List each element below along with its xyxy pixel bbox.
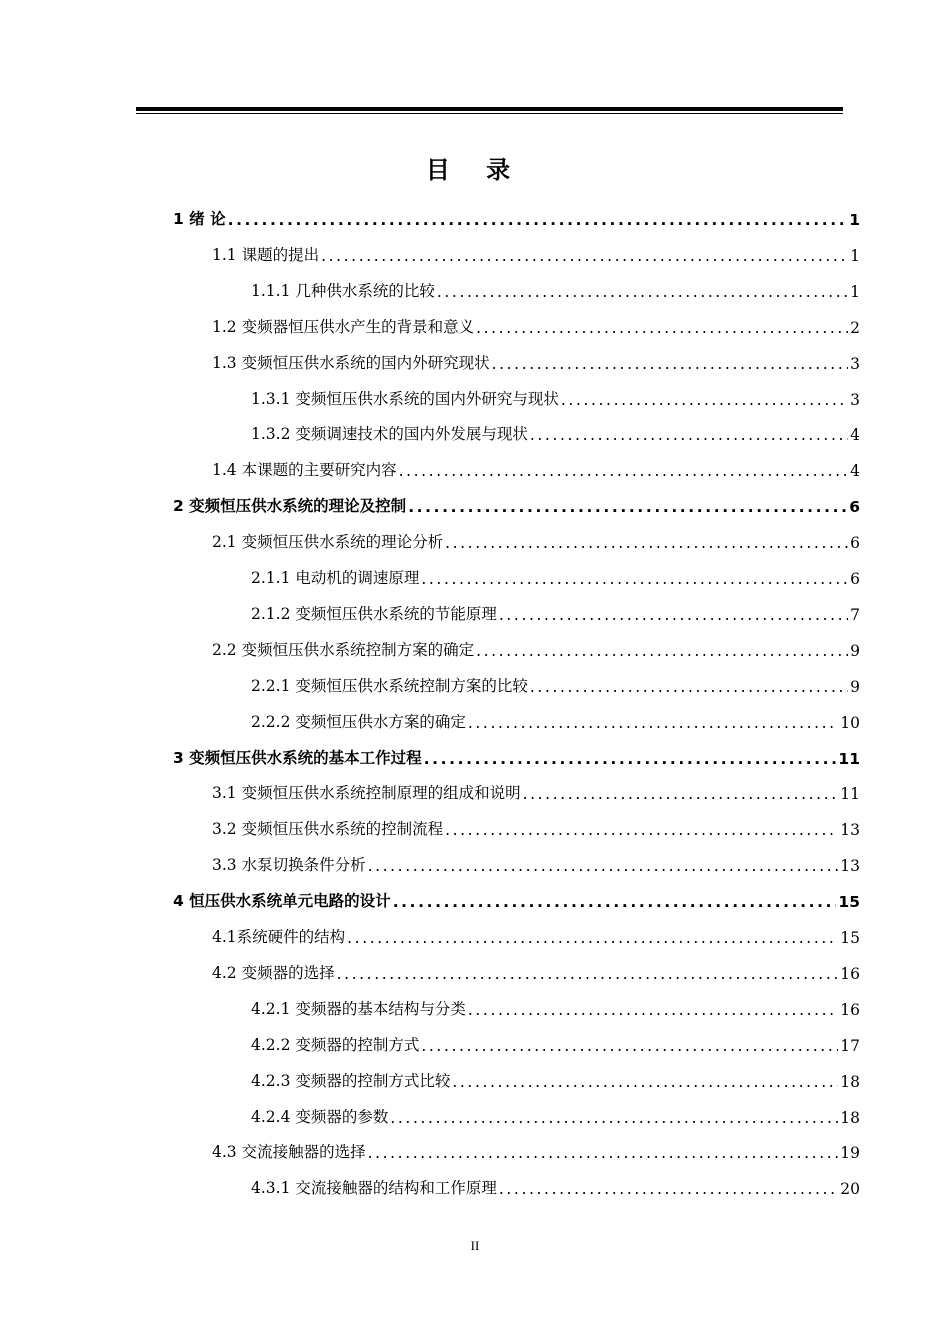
toc-entry-page: 11 bbox=[840, 785, 860, 804]
toc-entry-level-3[interactable] bbox=[251, 414, 860, 444]
toc-entry-level-2[interactable] bbox=[212, 450, 860, 480]
toc-entry-level-2[interactable] bbox=[212, 235, 860, 265]
toc-entry-title: 4.1系统硬件的结构 bbox=[212, 928, 346, 946]
toc-entry-page: 16 bbox=[840, 964, 860, 983]
toc-entry-page: 9 bbox=[850, 677, 860, 696]
toc-entry-title: 3.3 水泵切换条件分析 bbox=[212, 856, 366, 875]
toc-entry-page: 1 bbox=[850, 282, 860, 301]
toc-leader-dots bbox=[443, 534, 848, 552]
toc-entry-level-3[interactable] bbox=[251, 558, 860, 588]
toc-entry-page: 1 bbox=[850, 246, 860, 265]
toc-leader-dots bbox=[226, 211, 848, 229]
toc-entry-page: 2 bbox=[850, 318, 860, 337]
toc-entry-level-2[interactable] bbox=[212, 1132, 860, 1162]
toc-leader-dots bbox=[528, 426, 848, 444]
toc-entry-level-3[interactable] bbox=[251, 379, 860, 409]
toc-leader-dots bbox=[419, 1037, 838, 1055]
toc-entry-level-2[interactable] bbox=[212, 343, 860, 373]
toc-leader-dots bbox=[521, 785, 839, 803]
toc-entry-page: 16 bbox=[840, 1000, 860, 1019]
toc-entry-level-1[interactable] bbox=[173, 881, 860, 911]
toc-entry-page: 13 bbox=[840, 821, 860, 840]
toc-entry-title: 1.1.1 几种供水系统的比较 bbox=[251, 281, 435, 300]
toc-entry-title: 1.2 变频器恒压供水产生的背景和意义 bbox=[212, 317, 475, 336]
toc-leader-dots bbox=[559, 391, 848, 409]
toc-entry-level-3[interactable] bbox=[251, 594, 860, 624]
toc-entry-level-3[interactable] bbox=[251, 666, 860, 696]
toc-entry-title: 2.1.2 变频恒压供水系统的节能原理 bbox=[251, 604, 497, 623]
toc-entry-title: 4.2.3 变频器的控制方式比较 bbox=[251, 1071, 451, 1090]
toc-entry-level-1[interactable] bbox=[173, 738, 860, 768]
toc-entry-page: 7 bbox=[850, 605, 860, 624]
toc-entry-title: 1.3 变频恒压供水系统的国内外研究现状 bbox=[212, 353, 490, 372]
toc-entry-title: 4 恒压供水系统单元电路的设计 bbox=[173, 892, 391, 911]
toc-entry-page: 6 bbox=[850, 534, 860, 553]
toc-entry-level-2[interactable] bbox=[212, 917, 860, 947]
toc-entry-title: 4.2.4 变频器的参数 bbox=[251, 1107, 389, 1126]
header-rule-thin bbox=[136, 113, 843, 114]
toc-entry-page: 4 bbox=[850, 426, 860, 445]
toc-leader-dots bbox=[406, 498, 847, 516]
toc-leader-dots bbox=[388, 1109, 838, 1127]
toc-entry-title: 1.3.1 变频恒压供水系统的国内外研究与现状 bbox=[251, 389, 559, 408]
toc-entry-page: 6 bbox=[850, 570, 860, 588]
toc-entry-level-1[interactable] bbox=[173, 199, 860, 229]
toc-leader-dots bbox=[366, 857, 839, 875]
toc-leader-dots bbox=[319, 247, 848, 265]
toc-leader-dots bbox=[435, 283, 848, 301]
toc-entry-title: 1 绪 论 bbox=[173, 210, 226, 228]
toc-entry-title: 2.2.1 变频恒压供水系统控制方案的比较 bbox=[251, 676, 528, 695]
toc-entry-title: 3.1 变频恒压供水系统控制原理的组成和说明 bbox=[212, 784, 521, 803]
toc-entry-page: 4 bbox=[850, 462, 860, 481]
toc-entry-level-1[interactable] bbox=[173, 486, 860, 516]
toc-entry-title: 4.3 交流接触器的选择 bbox=[212, 1143, 366, 1162]
toc-title: 目 录 bbox=[425, 156, 525, 184]
toc-entry-title: 1.3.2 变频调速技术的国内外发展与现状 bbox=[251, 425, 528, 444]
toc-entry-level-2[interactable] bbox=[212, 307, 860, 337]
toc-leader-dots bbox=[419, 570, 848, 588]
toc-entry-page: 15 bbox=[840, 929, 860, 947]
toc-entry-level-3[interactable] bbox=[251, 1061, 860, 1091]
toc-entry-page: 19 bbox=[840, 1144, 860, 1163]
toc-entry-title: 2.1 变频恒压供水系统的理论分析 bbox=[212, 533, 444, 552]
toc-leader-dots bbox=[391, 893, 837, 911]
header-rule-thick bbox=[136, 107, 843, 111]
toc-entry-page: 20 bbox=[840, 1180, 860, 1199]
toc-entry-level-2[interactable] bbox=[212, 845, 860, 875]
toc-entry-page: 18 bbox=[840, 1072, 860, 1091]
page-number-footer: II bbox=[470, 1238, 480, 1253]
toc-entry-title: 1.4 本课题的主要研究内容 bbox=[212, 461, 397, 480]
toc-entry-title: 4.2 变频器的选择 bbox=[212, 963, 335, 982]
toc-entry-title: 2.2 变频恒压供水系统控制方案的确定 bbox=[212, 640, 475, 659]
toc-leader-dots bbox=[474, 642, 848, 660]
toc-entry-level-3[interactable] bbox=[251, 989, 860, 1019]
toc-entry-level-3[interactable] bbox=[251, 1025, 860, 1055]
toc-entry-title: 2.1.1 电动机的调速原理 bbox=[251, 569, 420, 587]
toc-leader-dots bbox=[466, 1001, 838, 1019]
toc-entry-title: 2.2.2 变频恒压供水方案的确定 bbox=[251, 712, 466, 731]
toc-entry-level-3[interactable] bbox=[251, 271, 860, 301]
toc-entry-page: 17 bbox=[840, 1036, 860, 1055]
toc-leader-dots bbox=[366, 1144, 839, 1162]
toc-entry-title: 4.3.1 交流接触器的结构和工作原理 bbox=[251, 1179, 497, 1198]
toc-entry-page: 3 bbox=[850, 354, 860, 373]
toc-leader-dots bbox=[397, 462, 849, 480]
toc-leader-dots bbox=[466, 714, 838, 732]
toc-entry-level-3[interactable] bbox=[251, 702, 860, 732]
toc-leader-dots bbox=[490, 355, 849, 373]
toc-entry-page: 11 bbox=[838, 749, 860, 768]
toc-entry-title: 4.2.2 变频器的控制方式 bbox=[251, 1035, 420, 1054]
toc-leader-dots bbox=[497, 606, 848, 624]
toc-entry-page: 1 bbox=[849, 211, 860, 229]
toc-entry-title: 1.1 课题的提出 bbox=[212, 245, 320, 264]
toc-entry-title: 3 变频恒压供水系统的基本工作过程 bbox=[173, 748, 422, 767]
toc-entry-page: 13 bbox=[840, 857, 860, 876]
toc-entry-page: 15 bbox=[838, 893, 860, 912]
toc-leader-dots bbox=[422, 750, 837, 768]
toc-entry-page: 10 bbox=[840, 713, 860, 732]
toc-entry-level-2[interactable] bbox=[212, 809, 860, 839]
toc-entry-level-2[interactable] bbox=[212, 773, 860, 803]
toc-entry-level-2[interactable] bbox=[212, 953, 860, 983]
toc-leader-dots bbox=[450, 1073, 838, 1091]
toc-entry-level-3[interactable] bbox=[251, 1168, 860, 1198]
toc-leader-dots bbox=[474, 319, 848, 337]
toc-entry-title: 3.2 变频恒压供水系统的控制流程 bbox=[212, 820, 444, 839]
toc-entry-title: 4.2.1 变频器的基本结构与分类 bbox=[251, 999, 466, 1018]
toc-entry-title: 2 变频恒压供水系统的理论及控制 bbox=[173, 497, 407, 516]
toc-entry-level-2[interactable] bbox=[212, 630, 860, 660]
toc-leader-dots bbox=[345, 929, 838, 947]
toc-entry-page: 3 bbox=[850, 390, 860, 409]
toc-entry-page: 9 bbox=[850, 641, 860, 660]
toc-entry-level-3[interactable] bbox=[251, 1097, 860, 1127]
toc-leader-dots bbox=[497, 1180, 838, 1198]
toc-entry-page: 18 bbox=[840, 1108, 860, 1127]
toc-leader-dots bbox=[528, 678, 848, 696]
toc-leader-dots bbox=[443, 821, 838, 839]
toc-entry-level-2[interactable] bbox=[212, 522, 860, 552]
toc-leader-dots bbox=[335, 965, 839, 983]
toc-entry-page: 6 bbox=[849, 498, 860, 517]
